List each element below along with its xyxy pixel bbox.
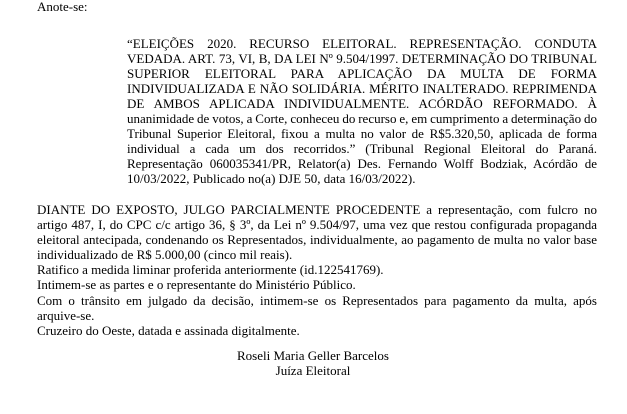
- decision-line: Intimem-se as partes e o representante do Ministério Público.: [37, 277, 356, 293]
- jurisprudence-citation: [127, 36, 597, 187]
- citation-line: 10/03/2022, Publicado no(a) DJE 50, data 16/03/2022).: [127, 171, 416, 187]
- decision-line: artigo 487, I, do CPC c/c artigo 36, § 3º, da Lei nº 9.504/97, uma vez que restou configurada propaganda: [37, 217, 597, 233]
- decision-paragraph: [37, 262, 597, 277]
- citation-line: INDIVIDUALIZADA E NÃO SOLIDÁRIA. MÉRITO INALTERADO. REPRIMENDA: [127, 80, 597, 96]
- citation-line: Tribunal Superior Eleitoral, fixou a multa no valor de R$5.320,50, aplicada de forma: [127, 126, 597, 142]
- decision-line: arquive-se.: [37, 307, 95, 323]
- signature-block: [163, 348, 463, 378]
- decision-line: DIANTE DO EXPOSTO, JULGO PARCIALMENTE PROCEDENTE a representação, com fulcro no: [37, 202, 597, 217]
- decision-paragraph: [37, 202, 597, 262]
- decision-line: eleitoral antecipada, condenando os Representados, individualmente, ao pagamento de multa no valor base: [37, 232, 597, 248]
- citation-line: unanimidade de votos, a Corte, conheceu do recurso e, em cumprimento a determinação do: [127, 110, 597, 126]
- decision-paragraph: [37, 293, 597, 323]
- decision-paragraph: [37, 277, 597, 292]
- decision-line: Cruzeiro do Oeste, datada e assinada digitalmente.: [37, 322, 300, 338]
- signatory-title: Juíza Eleitoral: [275, 363, 351, 378]
- decision-line: Ratifico a medida liminar proferida anteriormente (id.122541769).: [37, 262, 384, 278]
- citation-line: Representação 060035341/PR, Relator(a) Des. Fernando Wolff Bodziak, Acórdão de: [127, 156, 597, 172]
- citation-line: VEDADA. ART. 73, VI, B, DA LEI Nº 9.504/1997. DETERMINAÇÃO DO TRIBUNAL: [127, 50, 597, 66]
- citation-line: SUPERIOR ELEITORAL PARA APLICAÇÃO DA MULTA DE FORMA: [127, 65, 597, 81]
- decision-text: [37, 202, 597, 338]
- citation-line: individual a cada um dos recorridos.” (Tribunal Regional Eleitoral do Paraná.: [127, 141, 597, 157]
- decision-paragraph: [37, 323, 597, 338]
- citation-line: DE AMBOS APLICADA INDIVIDUALMENTE. ACÓRDÃO REFORMADO. À: [127, 95, 597, 111]
- note-label: Anote-se:: [37, 0, 88, 14]
- decision-line: Com o trânsito em julgado da decisão, intimem-se os Representados para pagamento da multa, após: [37, 292, 597, 308]
- citation-line: “ELEIÇÕES 2020. RECURSO ELEITORAL. REPRESENTAÇÃO. CONDUTA: [127, 35, 597, 51]
- signatory-name: Roseli Maria Geller Barcelos: [237, 348, 389, 363]
- decision-line: individualizado de R$ 5.000,00 (cinco mil reais).: [37, 247, 293, 263]
- note-block: [37, 0, 237, 14]
